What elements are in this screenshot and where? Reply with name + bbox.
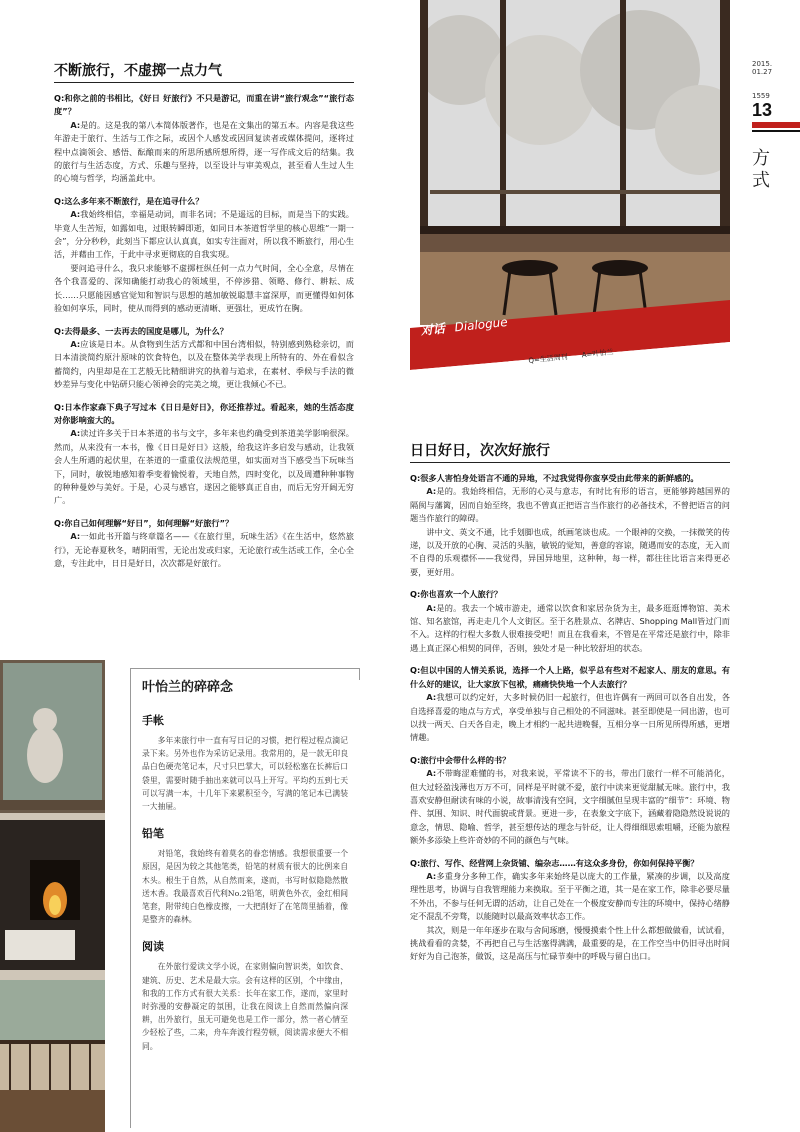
answer-text: 我想可以约定好，大多时候仍旧一起旅行，但也许偶有一两回可以各自出发，各自选择喜爱的地点与方式，享受单独与自己相处的不同滋味。甚至即使是一同出游，也可以找一两天、白天各自走，晚上才相约一起共进晚餐，互相分享一日所见所得所感，更增情趣。 [410, 692, 730, 743]
sidebar-section [142, 938, 348, 1052]
question: Q:这么多年来不断旅行，是在追寻什么？ [54, 195, 204, 206]
qa-block [410, 472, 730, 579]
sidebar-section [142, 825, 348, 926]
qa-block [54, 325, 354, 392]
sidebar-corner [348, 668, 360, 680]
date-line1: 2015. [752, 60, 773, 68]
qa-block [54, 401, 354, 508]
question: Q:你自己如何理解“好日”，如何理解“好旅行”？ [54, 517, 234, 528]
answer-text: 一如此书开篇与终章篇名——《在旅行里，玩味生活》《在生活中，悠然旅行》，无论春夏秋冬，晴阴雨雪，无论出发或归家，无论旅行或生活或工作，全心全意，专注此中，日日是好日，次次都是好旅行。 [54, 531, 354, 568]
q-legend: Q=生活周刊 [528, 352, 569, 365]
answer-text: 应该是日本。从食物到生活方式都和中国台湾相似，特别感到熟稔亲切，而日本清淡简约原汁原味的饮食特色，以及在整体美学表现上所特有的、外在看似含蓄简约，内里却是在工艺般无比精细讲究的执着与追求，在素材、季候与手法的微妙差异与变化中钻研只能心领神会的完美之境，更让我倾心不已。 [54, 338, 354, 390]
issue-date [752, 60, 772, 76]
qa-block [54, 195, 354, 316]
answer: A:一如此书开篇与终章篇名——《在旅行里，玩味生活》《在生活中，悠然旅行》，无论春夏秋冬，晴阴雨雪，无论出发或归家，无论旅行或生活或工作，全心全意，专注此中，日日是好日，次次都是好旅行。 [54, 531, 354, 568]
sidebar-text: 对铅笔，我始终有着莫名的眷恋情感。我想很重要一个原因，是因为较之其他笔类，铅笔的材质有很大的比例来自木头。根生于自然，从自然而来，遂而，书写时似隐隐然散送木香。我最喜欢百代利No.2铅笔，明黄色外衣，金红相间笔套，附带纯白色橡皮擦，一大把削好了在笔筒里插着，像是整齐的森林。 [142, 849, 348, 925]
right-article-title: 日日好日，次次好旅行 [410, 443, 550, 459]
page-number: 13 [752, 100, 773, 120]
sidebar-heading: 铅笔 [142, 827, 164, 841]
answer-paragraph: 其次，则是一年年逐步在取与舍间琢磨，慢慢摸索个性上什么都想做做看，试试看，挑战看看的贪婪，不再把自己与生活塞得满满，最重要的是，在工作空当中仍旧寻出时间好好为自己泡茶，做饭，这是高压与忙碌节奏中的呼吸与留白出口。 [410, 924, 730, 962]
answer: A:是的。我去一个城市游走，通常以饮食和家居杂货为主，最多逛逛博物馆、美术馆、知名旅馆，再走走几个人文街区。至于名胜景点、名牌店、Shopping Mall皆过门而不入。这样的行程大多数人很难接受吧！而且在我看来，不管是在平常还是旅行中，除非遇上真正深心相契的同伴，否则，独处才是一种比较舒坦的状态。 [410, 602, 730, 653]
a-legend: A=叶怡兰 [581, 348, 614, 360]
sidebar-section [142, 712, 348, 813]
answer-text: 读过许多关于日本茶道的书与文字，多年来也约确受到茶道美学影响很深。然而，从来没有一本书，像《日日是好日》这般，给我这许多启发与感动，让我领会人生所遇的起伏里，在茶道的一重重仪法规范里，如实面对当下感受当下玩味当下，同时，敏锐地感知着季变着愉悦着，天地自然，四时变化，以及周遭种种事物的种种曼妙与美好。于是，心灵与感官，遂因之能够真正自由，而后无穷开阔无穷广。 [54, 428, 354, 506]
left-article-body [54, 92, 354, 627]
qa-block [410, 857, 730, 964]
question: Q:旅行、写作、经营网上杂货铺、编杂志……有这众多身份，你如何保持平衡？ [410, 857, 699, 868]
black-bar [752, 130, 800, 132]
date-line2: 01.27 [752, 68, 773, 76]
answer: A:我想可以约定好，大多时候仍旧一起旅行，但也许偶有一两回可以各自出发，各自选择喜爱的地点与方式，享受单独与自己相处的不同滋味。甚至即使是一同出游，也可以找一两天、白天各自走，晚上才相约一起共进晚餐，互相分享一日所见所得所感，更增情趣。 [410, 692, 730, 743]
section-name: 方式 [752, 148, 770, 191]
red-bar [752, 122, 800, 128]
question: Q:你也喜欢一个人旅行？ [410, 589, 503, 600]
sidebar-heading: 手帐 [142, 714, 164, 727]
answer-text: 是的。这是我的第八本简体版著作，也是在文集出的第五本。内容是我这些年游走于旅行、生活与工作之际，或因个人感发或因回复读者或媒体提问，逐将过程中点滴领会、感悟、酝酿而来的所思所感所想所得，逐一写作成文后的结集。我的旅行与生活态度，方式、乐趣与坚持，以至设计与审美观点，甚至看人生过人生的心境与哲学，均涵盖此中。 [54, 119, 354, 184]
dialogue-band [410, 300, 730, 390]
answer: A:不带晦涩难懂的书，对我来说，平常读不下的书，带出门旅行一样不可能消化，但大过轻盈浅薄也万万不可，同样是平时就不爱，旅行中读来更觉甜腻无味。旅行中，我喜欢安静但耐读有味的小说，故事清浅有空间，文字细腻但呈现丰富的“细节”：环境、物件、氛围、知识、时代面貌或背景。更进一步，在表象文字底下，涵藏着隐隐然设说说的意念，情思、隐喻、哲学，甚至想传达的理念与针砭，让人得细细思索咀嚼，还能为旅程额外多添染上些许奇妙的不同的颜色与气味。 [410, 768, 730, 846]
left-article-title: 不断旅行，不虚掷一点力气 [54, 63, 222, 79]
answer: A:是的。这是我的第八本简体版著作，也是在文集出的第五本。内容是我这些年游走于旅行、生活与工作之际，或因个人感发或因回复读者或媒体提问，逐将过程中点滴领会、感悟、酝酿而来的所思所感所想所得，逐一写作成文后的结集。我的旅行与生活态度，方式、乐趣与坚持，以至设计与审美观点，甚至看人生过人生的心境与哲学，均涵盖此中。 [54, 119, 354, 184]
question: Q:和你之前的书相比，《好日 好旅行》不只是游记，而重在讲“旅行观念”“旅行态度”？ [54, 93, 354, 117]
qa-block [54, 517, 354, 571]
sidebar-content [142, 712, 348, 1053]
right-title-rule [410, 462, 730, 463]
question: Q:日本作家森下典子写过本《日日是好日》，你还推荐过。看起来，她的生活态度对你影响蛮大的。 [54, 401, 354, 425]
answer-paragraph: 讲中文、英文不通，比手划脚也成，纸画笔谈也成。一个眼神的交换，一抹微笑的传递，以及开放的心胸、灵活的头脑，敏锐的觉知，善意的容谅，随遇而安的态度，无入而不自得的乐观襟怀——我觉得，异国异地里，这种种，每一样，都往往比语言来得更必要，更好用。 [410, 526, 730, 577]
question: Q:但以中国的人情关系说，选择一个人上路，似乎总有些对不起家人、朋友的意思。有什么好的建议，让大家放下包袱，痛痛快快地一个人去旅行？ [410, 665, 730, 689]
window-photo [420, 0, 730, 325]
question: Q:很多人害怕身处语言不通的异地，不过我觉得你蛮享受由此带来的新鲜感的。 [410, 473, 699, 483]
sidebar-title: 叶怡兰的碎碎念 [142, 680, 234, 695]
qa-block [54, 92, 354, 186]
answer-paragraph: 要问追寻什么，我只求能够不虚掷枉纵任何一点力气时间，全心全意，尽情在各个我喜爱的、深知确能打动我心的领域里，不停涉猎、领略、修行、耕耘、成长……只愿能因感官觉知和智识与思想的越加敏锐聪慧丰富深厚，而更懂得如何体验如何享乐，同时，使从而得到的感动更清晰、更强壮，更成竹在胸。 [54, 262, 354, 314]
qa-block [410, 588, 730, 655]
question: Q:去得最多、一去再去的国度是哪儿，为什么？ [54, 325, 228, 336]
answer-text: 不带晦涩难懂的书，对我来说，平常读不下的书，带出门旅行一样不可能消化，但大过轻盈浅薄也万万不可，同样是平时就不爱，旅行中读来更觉甜腻无味。旅行中，我喜欢安静但耐读有味的小说，故事清浅有空间，文字细腻但呈现丰富的“细节”：环境、物件、氛围、知识、时代面貌或背景。更进一步，在表象文字底下，涵藏着隐隐然设说说的意念，情思、隐喻、哲学，甚至想传达的理念与针砭，让人得细细思索咀嚼，还能为旅程额外多添染上些许奇妙的不同的颜色与气味。 [410, 768, 730, 846]
sidebar-heading: 阅读 [142, 940, 164, 954]
sidebar-text: 在外旅行爱读文学小说，在家则偏向智识类，如饮食、建筑、历史、艺术是最大宗。会有这样的区别，个中缘由，和我的工作方式有很大关系：长年在家工作，遂而，家里时时弥漫的安静凝定的氛围，让我在阅读上自然而然偏向深耕，出外旅行，虽无可避免也是工作一部分，然一者心情至少轻松了些，二来，舟车奔波行程劳顿，阅读需求便大不相同。 [142, 962, 348, 1051]
photo-strip [0, 660, 105, 1132]
answer: A:是的。我始终相信，无形的心灵与意志，有时比有形的语言，更能够跨越国界的隔阂与藩篱，因而自始至终，我也不曾真正把语言当作旅行的必备技术，不曾把语言的问题当作旅行的障碍。 [410, 486, 730, 524]
right-article-body [410, 472, 730, 1122]
qa-block [410, 664, 730, 744]
answer: A:我始终相信，幸福是动词，而非名词；不是遥远的目标，而是当下的实践。毕竟人生苦短，如露如电，过眼转瞬即逝，如同日本茶道哲学里的核心思维“一期一会”，分分秒秒，此刻当下都应认认真真，如实专注面对，所以我不断旅行，用心生活，并藉由工作，于此中寻求更彻底的自我实现。 [54, 209, 354, 260]
dialogue-label-en: Dialogue [453, 314, 509, 335]
dialogue-label-cn: 对话 [420, 321, 446, 338]
issue-number: 1559 [752, 92, 770, 100]
answer-text: 是的。我去一个城市游走，通常以饮食和家居杂货为主，最多逛逛博物馆、美术馆、知名旅馆，再走走几个人文街区。至于名胜景点、名牌店、Shopping Mall皆过门而不入。这样的行程大多数人很难接受吧！而且在我看来，不管是在平常还是旅行中，除非遇上真正深心相契的同伴，否则，独处才是一种比较舒坦的状态。 [410, 602, 730, 653]
answer-text: 我始终相信，幸福是动词，而非名词；不是遥远的目标，而是当下的实践。毕竟人生苦短，如露如电，过眼转瞬即逝，如同日本茶道哲学里的核心思维“一期一会”，分分秒秒，此刻当下都应认认真真，如实专注面对，所以我不断旅行，用心生活，并藉由工作，于此中寻求更彻底的自我实现。 [54, 209, 354, 260]
answer-text: 是的。我始终相信，无形的心灵与意志，有时比有形的语言，更能够跨越国界的隔阂与藩篱，因而自始至终，我也不曾真正把语言当作旅行的必备技术，不曾把语言的问题当作旅行的障碍。 [410, 486, 730, 524]
answer: A:应该是日本。从食物到生活方式都和中国台湾相似，特别感到熟稔亲切，而日本清淡简约原汁原味的饮食特色，以及在整体美学表现上所特有的、外在看似含蓄简约，内里却是在工艺般无比精细讲究的执着与追求，在素材、季候与手法的微妙差异与变化中钻研只能心领神会的完美之境，更让我倾心不已。 [54, 338, 354, 390]
answer-text: 多重身分多种工作，确实多年来始终是以庞大的工作量，紧凑的步调，以及高度理性思考，协调与自我管理能力来换取。至于平衡之道，其一是在家工作，除非必要尽量不外出，不参与任何无谓的活动，让自己处在一个极度安静而专注的环境中，保持心绪静定不混乱不旁骛，以能随时以最高效率状态工作。 [410, 870, 730, 922]
question: Q:旅行中会带什么样的书？ [410, 754, 511, 765]
answer: A:读过许多关于日本茶道的书与文字，多年来也约确受到茶道美学影响很深。然而，从来没有一本书，像《日日是好日》这般，给我这许多启发与感动，让我领会人生所遇的起伏里，在茶道的一重重仪法规范里，如实面对当下感受当下玩味当下，同时，敏锐地感知着季变着愉悦着，天地自然，四时变化，以及周遭种种事物的种种曼妙与美好。于是，心灵与感官，遂因之能够真正自由，而后无穷开阔无穷广。 [54, 428, 354, 506]
sidebar-text: 多年来旅行中一直有写日记的习惯，把行程过程点滴记录下来。另外也作为采访记录用。我常用的，是一款无印良品白色硬壳笔记本，尺寸只巴掌大，可以轻松塞在长裤后口袋里，需要时随手抽出来就可以马上开写。平均约五到七天可以写满一本，十几年下来累积至今，写满的笔记本已满装一大抽屉。 [142, 736, 348, 812]
answer: A:多重身分多种工作，确实多年来始终是以庞大的工作量，紧凑的步调，以及高度理性思考，协调与自我管理能力来换取。至于平衡之道，其一是在家工作，除非必要尽量不外出，不参与任何无谓的活动，让自己处在一个极度安静而专注的环境中，保持心绪静定不混乱不旁骛，以能随时以最高效率状态工作。 [410, 870, 730, 922]
qa-block [410, 754, 730, 848]
left-title-rule [54, 82, 354, 83]
